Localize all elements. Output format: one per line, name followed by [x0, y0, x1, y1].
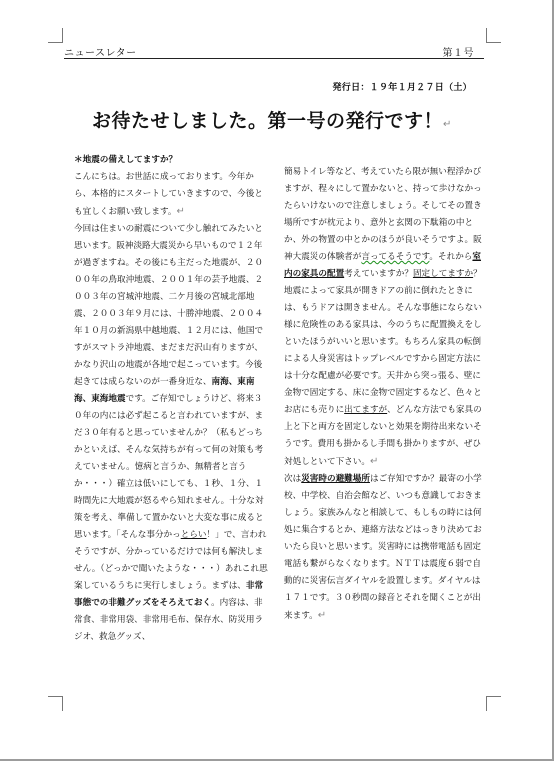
furniture-paragraph: [284, 164, 484, 471]
earthquake-paragraph: [74, 221, 268, 646]
greeting-text: こんにちは。お世話に成っております。今年から、本格的にスタートしていきますので、今後とも宜しくお願い致します。: [74, 172, 263, 217]
evacuation-paragraph: [284, 471, 484, 625]
page-title-text: お待たせしました。第一号の発行です！: [92, 110, 444, 132]
grammar-flag-text: 言ってるそうです: [361, 252, 430, 262]
header-divider: [64, 58, 484, 59]
furniture-underline: 固定してますか: [412, 269, 474, 279]
paragraph-mark: ↵: [317, 610, 327, 621]
furniture-text-2: 。それから: [429, 252, 473, 262]
issue-date: 発行日：１９年１月２７日（土）: [332, 83, 472, 93]
furniture-text-4: ？地震によって家具が開きドアの前に倒れたときには、もうドアは開きません。そんな事態にならない様に危険性のある家具は、今のうちに配置換えをしといたほうがいいと思います。もちろん家具の転倒による人身災害はトップレベルですから固定方法には十分な配慮が必要です。天井から突っ張る、壁に金物で固定する、床に金物で固定するなど、色々とお店にも売りに: [284, 269, 482, 415]
page-title: [92, 106, 472, 133]
earthquake-text-1: 今回は住まいの耐震について少し触れてみたいと思います。阪神淡路大震災から早いもので１２年が過ぎますね。その後にも主だった地震が、２０００年の鳥取沖地震、２００１年の芸予地震、２００３年の宮城沖地震、二ケ月後の宮城北部地震、２００３年９月には、十勝沖地震、２００４年１０月の新潟県中越地震、１２月には、他国ですがスマトラ沖地震、まだまだ沢山有りますが、かなり沢山の地震が各地で起こっています。今後起きては成らないのが一番身近な、: [74, 224, 264, 387]
earthquake-text-2: です。ご存知でしょうけど、将来３０年の内には必ず起こると言われていますが、まだ３０年有ると思っていませんか？（私もどっちかといえば、そんな気持ちが有って何の対策も考えていません。憶病と言うか、無精者と言うか・・・）確立は低いにしても、１秒、１分、１時間先に大地震が怒るやら知れません。十分な対策を考え、準備して置かないと大変な事に成ると思います。「そんな事分かっ: [74, 394, 264, 540]
furniture-text-5: 、どんな方法でも家具の上と下と両方を固定しないと効果を期待出来ないそうです。費用も掛かるし手間も掛かりますが、ぜひ対処しといて下さい。: [284, 405, 482, 467]
crop-mark-top-left: [48, 28, 63, 43]
evacuation-emphasis: 災害時の避難場所: [301, 474, 370, 484]
crop-mark-top-right: [486, 28, 501, 43]
furniture-text-1: 簡易トイレ等など、考えていたら限が無い程浮かびますが、程々にして置かないと、持って歩けなかったらいけないので注意しましょう。そしてその置き場所ですが枕元より、意外と玄関の下駄箱の中とか、外の物置の中とかのほうが良いそうですよ。阪神大震災の体験者が: [284, 167, 482, 262]
section-heading: ＊地震の備えしてますか？: [74, 155, 178, 165]
furniture-emphasis: 室内の家具の配置: [284, 252, 482, 279]
furniture-text-3: 考えていますか？: [344, 269, 413, 279]
earthquake-emphasis: 南海、東南海、東海地震: [74, 377, 255, 404]
earthquake-text-3: ！」で、言われそうですが、分かっているだけでは何も解決しません。（どっかで聞いたような・・・）あれこれ思案しているうちに実行しましょう。まずは、: [74, 530, 268, 591]
header-issue-number: 第１号: [442, 48, 474, 59]
right-column: [284, 164, 484, 625]
greeting-paragraph: [74, 169, 268, 221]
paragraph-mark: ↵: [176, 206, 185, 217]
earthquake-underline: とらい: [180, 530, 207, 540]
evacuation-text-2: はご存知ですか？最寄の小学校、中学校、自治会館など、いつも意識しておきましょう。家族みんなと相談して、もしもの時には何処に集合するとか、連絡方法などはっきり決めておいたら良いと思います。災害時には携帯電話も固定電話も繋がらなくなります。ＮＴＴは震度６弱で自動的に災害伝言ダイヤルを設置します。ダイヤルは１７１です。３０秒間の録音とそれを聞くことが出来ます。: [284, 474, 482, 621]
earthquake-text-4: 。内容は、非常食、非常用袋、非常用毛布、保存水、防災用ラジオ、救急グッズ、: [74, 598, 264, 642]
crop-mark-bottom-right: [486, 696, 501, 711]
crop-mark-bottom-left: [48, 696, 63, 711]
paragraph-mark: ↵: [443, 119, 452, 130]
furniture-underline-2: 出てますが: [344, 405, 388, 415]
goods-emphasis: 非常事態での非難グッズをそろえておく: [74, 581, 264, 608]
paragraph-mark: ↵: [369, 456, 379, 467]
header-newsletter-label: ニュースレター: [64, 48, 137, 59]
left-column: [74, 152, 268, 646]
evacuation-text-1: 次は: [284, 474, 302, 484]
